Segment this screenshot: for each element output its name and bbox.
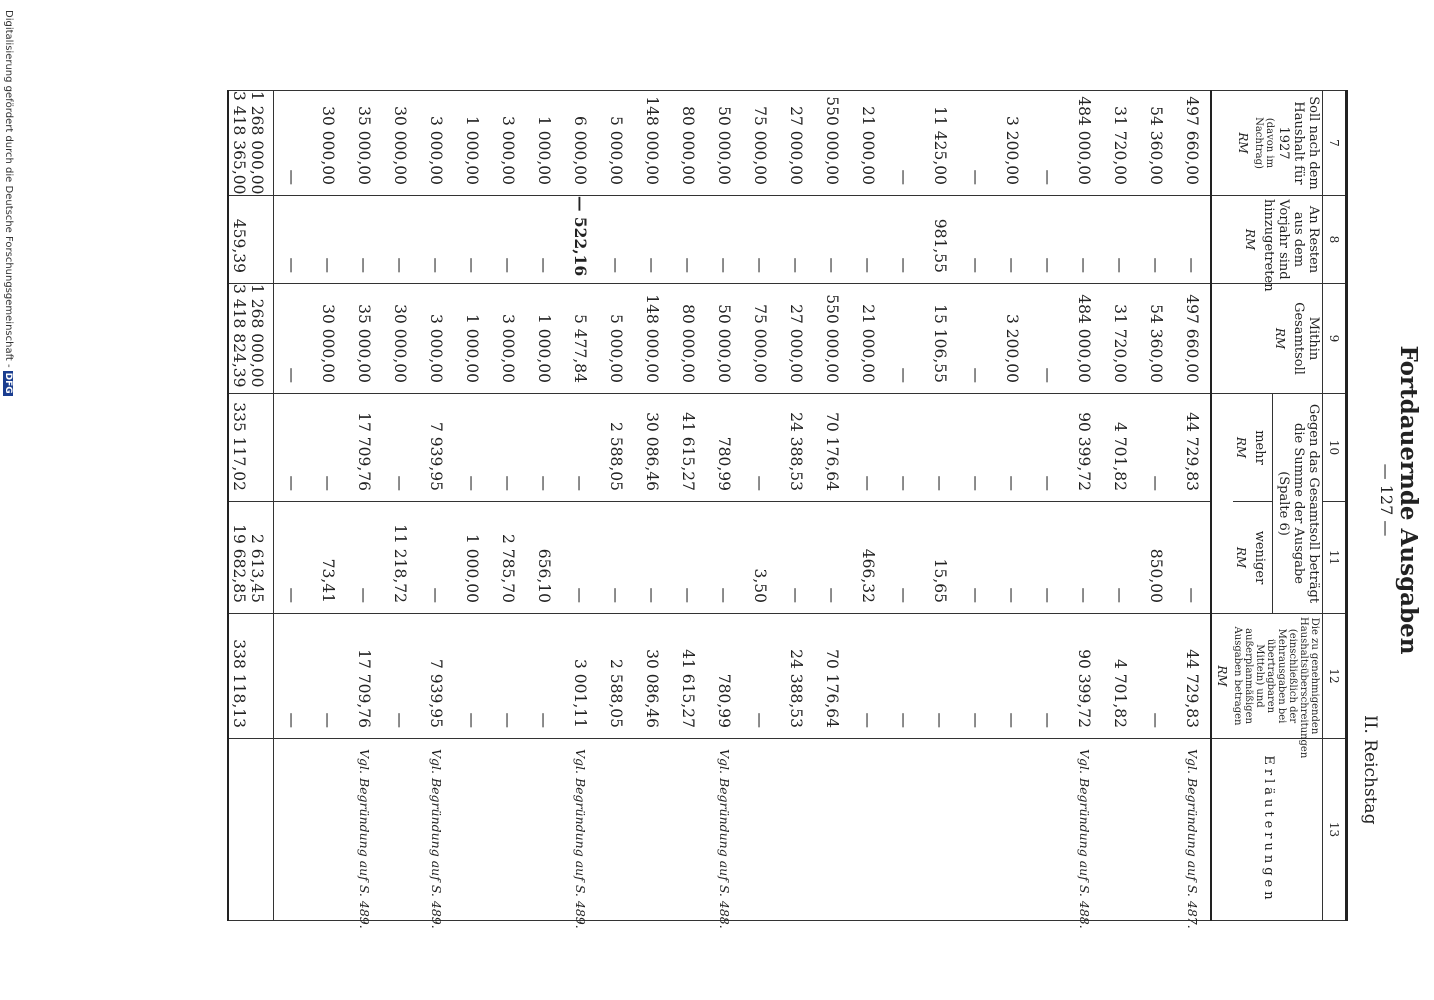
cell-c10: 44 729,83 (1174, 394, 1211, 502)
cell-c12: 17 709,76 (346, 614, 382, 739)
cell-c11: 850,00 (1138, 502, 1174, 614)
cell-c7: 5 000,00 (598, 91, 634, 196)
table-row (1102, 91, 1138, 921)
table-row (1030, 91, 1066, 921)
header-mehr (1233, 394, 1272, 502)
cell-c7: 30 000,00 (382, 91, 418, 196)
cell-c9: 54 360,00 (1138, 284, 1174, 394)
cell-c7: 80 000,00 (670, 91, 706, 196)
cell-c10: — (886, 394, 922, 502)
cell-c13: Vgl. Begründung auf S. 488. (706, 739, 742, 921)
cell-c10: 7 939,95 (418, 394, 454, 502)
cell-c12: — (310, 614, 346, 739)
cell-c8: — (346, 196, 382, 284)
cell-c10: — (742, 394, 778, 502)
cell-c7: 11 425,00 (922, 91, 958, 196)
table-row (1174, 91, 1211, 921)
cell-c7: 1 000,00 (454, 91, 490, 196)
table-row (742, 91, 778, 921)
cell-c9: — (274, 284, 311, 394)
cell-c8: — (490, 196, 526, 284)
cell-c10: — (526, 394, 562, 502)
cell-c8: — (1030, 196, 1066, 284)
cell-c12: 7 939,95 (418, 614, 454, 739)
table-row (994, 91, 1030, 921)
cell-c9: 3 000,00 (490, 284, 526, 394)
cell-c9: — (958, 284, 994, 394)
column-number: 8 (1323, 196, 1347, 284)
total-cell-c12 (228, 614, 274, 739)
cell-c11: 2 785,70 (490, 502, 526, 614)
cell-c9: 497 660,00 (1174, 284, 1211, 394)
cell-c12: 780,99 (706, 614, 742, 739)
cell-c7: — (958, 91, 994, 196)
header-soll (1211, 91, 1322, 196)
column-number: 12 (1323, 614, 1347, 739)
cell-c11: 656,10 (526, 502, 562, 614)
header-weniger-label: weniger (1252, 530, 1268, 585)
cell-c11: 15,65 (922, 502, 958, 614)
cell-c11: 73,41 (310, 502, 346, 614)
cell-c12: — (1138, 614, 1174, 739)
cell-c9: 75 000,00 (742, 284, 778, 394)
header-soll-note: (davon im Nachtrag) (1253, 117, 1276, 169)
cell-c10: — (1138, 394, 1174, 502)
cell-c9: 550 000,00 (814, 284, 850, 394)
cell-c12: — (274, 614, 311, 739)
cell-c12: 70 176,64 (814, 614, 850, 739)
cell-c13: Vgl. Begründung auf S. 489. (346, 739, 382, 921)
page-subtitle: II. Reichstag (1360, 715, 1380, 825)
column-header-row (1211, 91, 1322, 921)
cell-c11: — (562, 502, 598, 614)
cell-c13: Vgl. Begründung auf S. 487. (1174, 739, 1211, 921)
cell-c11: — (634, 502, 670, 614)
cell-c13 (1138, 739, 1174, 921)
cell-c7: 3 000,00 (418, 91, 454, 196)
total-value: 3 418 824,39 (229, 284, 248, 388)
table-row (1066, 91, 1102, 921)
table-row (274, 91, 311, 921)
cell-c9: 35 000,00 (346, 284, 382, 394)
cell-c12: 24 388,53 (778, 614, 814, 739)
header-weniger (1233, 502, 1272, 613)
cell-c10: 41 615,27 (670, 394, 706, 502)
cell-c11: — (1102, 502, 1138, 614)
column-number: 11 (1323, 502, 1347, 614)
cell-c12: — (922, 614, 958, 739)
table-row (418, 91, 454, 921)
cell-c10: — (382, 394, 418, 502)
cell-c11: 3,50 (742, 502, 778, 614)
cell-c10: — (454, 394, 490, 502)
total-value: 1 268 000,00 (248, 91, 267, 195)
column-number: 9 (1323, 284, 1347, 394)
table-row (958, 91, 994, 921)
total-value: 459,39 (229, 218, 248, 273)
column-number: 7 (1323, 91, 1347, 196)
cell-c13 (490, 739, 526, 921)
cell-c12: — (886, 614, 922, 739)
cell-c8: — (598, 196, 634, 284)
cell-c13 (742, 739, 778, 921)
cell-c10: — (1030, 394, 1066, 502)
cell-c13 (454, 739, 490, 921)
cell-c11: — (706, 502, 742, 614)
cell-c11: — (958, 502, 994, 614)
cell-c10: 17 709,76 (346, 394, 382, 502)
cell-c8: — (886, 196, 922, 284)
cell-c8: — (1174, 196, 1211, 284)
total-value: 338 118,13 (229, 639, 248, 728)
cell-c13 (814, 739, 850, 921)
cell-c11: — (346, 502, 382, 614)
table-row (490, 91, 526, 921)
cell-c9: 3 200,00 (994, 284, 1030, 394)
table-row (310, 91, 346, 921)
cell-c9: 3 000,00 (418, 284, 454, 394)
cell-c7: 54 360,00 (1138, 91, 1174, 196)
cell-c7: 1 000,00 (526, 91, 562, 196)
header-gesamtsoll-label: Mithin Gesamtsoll (1291, 302, 1321, 375)
cell-c13 (1102, 739, 1138, 921)
cell-c10: 30 086,46 (634, 394, 670, 502)
cell-c13 (526, 739, 562, 921)
cell-c9: 1 000,00 (454, 284, 490, 394)
cell-c13 (994, 739, 1030, 921)
table-body (228, 91, 1211, 929)
cell-c13 (382, 739, 418, 921)
cell-c10: — (922, 394, 958, 502)
cell-c10: — (310, 394, 346, 502)
page-number: — 127 — (1377, 463, 1396, 537)
unit-label: RM (1243, 228, 1258, 251)
table-row (562, 91, 598, 921)
cell-c7: 27 000,00 (778, 91, 814, 196)
cell-c11: — (1174, 502, 1211, 614)
table-row (1138, 91, 1174, 921)
table-row (598, 91, 634, 921)
cell-c11: — (1066, 502, 1102, 614)
cell-c12: 3 001,11 (562, 614, 598, 739)
cell-c7: 21 000,00 (850, 91, 886, 196)
cell-c13 (850, 739, 886, 921)
cell-c9: 148 000,00 (634, 284, 670, 394)
cell-c12: — (1030, 614, 1066, 739)
cell-c7: — (274, 91, 311, 196)
cell-c7: 31 720,00 (1102, 91, 1138, 196)
cell-c9: 5 000,00 (598, 284, 634, 394)
cell-c12: — (850, 614, 886, 739)
cell-c13 (958, 739, 994, 921)
cell-c10: — (850, 394, 886, 502)
footer-text: Digitalisierung gefördert durch die Deutsche Forschungsgemeinschaft - (3, 10, 14, 368)
cell-c12: — (382, 614, 418, 739)
cell-c12: — (742, 614, 778, 739)
cell-c8: — (526, 196, 562, 284)
cell-c12: 90 399,72 (1066, 614, 1102, 739)
cell-c7: — (1030, 91, 1066, 196)
cell-c11: — (814, 502, 850, 614)
cell-c10: — (562, 394, 598, 502)
cell-c9: 5 477,84 (562, 284, 598, 394)
unit-label: RM (1215, 665, 1229, 687)
table-row (526, 91, 562, 921)
unit-label: RM (1236, 132, 1251, 154)
table-row (814, 91, 850, 921)
cell-c10: 4 701,82 (1102, 394, 1138, 502)
cell-c12: 44 729,83 (1174, 614, 1211, 739)
cell-c10: — (994, 394, 1030, 502)
total-value: 1 268 000,00 (248, 284, 267, 388)
cell-c8: — (1066, 196, 1102, 284)
table-row (454, 91, 490, 921)
cell-c12: 4 701,82 (1102, 614, 1138, 739)
table-row (382, 91, 418, 921)
cell-c7: — (886, 91, 922, 196)
cell-c9: — (886, 284, 922, 394)
cell-c10: 90 399,72 (1066, 394, 1102, 502)
total-cell-c10 (228, 394, 274, 502)
cell-c13 (274, 739, 311, 921)
cell-c7: 3 200,00 (994, 91, 1030, 196)
page-title: Fortdauernde Ausgaben (1395, 345, 1422, 655)
cell-c12: 30 086,46 (634, 614, 670, 739)
cell-c9: 80 000,00 (670, 284, 706, 394)
cell-c10: — (490, 394, 526, 502)
cell-c9: 21 000,00 (850, 284, 886, 394)
totals-row (228, 91, 274, 921)
cell-c8: — (454, 196, 490, 284)
cell-c7: 75 000,00 (742, 91, 778, 196)
cell-c7: 30 000,00 (310, 91, 346, 196)
cell-c8: — (1102, 196, 1138, 284)
unit-label: RM (1273, 327, 1288, 350)
cell-c13 (598, 739, 634, 921)
total-value: 3 418 365,00 (229, 91, 248, 195)
cell-c8: — (670, 196, 706, 284)
table-row (634, 91, 670, 921)
cell-c12: 2 588,05 (598, 614, 634, 739)
column-number: 10 (1323, 394, 1347, 502)
unit-label: RM (1234, 546, 1249, 569)
table-row (922, 91, 958, 921)
cell-c12: 41 615,27 (670, 614, 706, 739)
cell-c9: — (1030, 284, 1066, 394)
cell-c13 (886, 739, 922, 921)
cell-c13: Vgl. Begründung auf S. 488. (1066, 739, 1102, 921)
cell-c11: — (994, 502, 1030, 614)
header-mehr-label: mehr (1252, 430, 1268, 465)
column-number-row (1323, 91, 1347, 921)
table-row (706, 91, 742, 921)
cell-c12: — (490, 614, 526, 739)
table-row (886, 91, 922, 921)
header-ueberschreitungen (1211, 614, 1322, 759)
cell-c10: — (274, 394, 311, 502)
table-row (778, 91, 814, 921)
header-gegen-label: Gegen das Gesamtsoll beträgt die Summe der Ausgabe (Spalte 6) (1272, 394, 1322, 613)
cell-c7: 148 000,00 (634, 91, 670, 196)
header-gegen-gesamtsoll (1211, 394, 1322, 614)
cell-c11: 11 218,72 (382, 502, 418, 614)
cell-c10: 780,99 (706, 394, 742, 502)
cell-c8: — (1138, 196, 1174, 284)
cell-c8: — (274, 196, 311, 284)
cell-c9: 15 106,55 (922, 284, 958, 394)
cell-c13: Vgl. Begründung auf S. 489. (418, 739, 454, 921)
column-number: 13 (1323, 739, 1347, 921)
cell-c7: 50 000,00 (706, 91, 742, 196)
cell-c10: 70 176,64 (814, 394, 850, 502)
cell-c11: — (1030, 502, 1066, 614)
cell-c13 (310, 739, 346, 921)
cell-c13 (634, 739, 670, 921)
footer-credit (3, 10, 14, 396)
cell-c7: 6 000,00 (562, 91, 598, 196)
table-row (346, 91, 382, 921)
cell-c11: — (274, 502, 311, 614)
cell-c8: — (742, 196, 778, 284)
total-cell-c7 (228, 91, 274, 196)
cell-c7: 497 660,00 (1174, 91, 1211, 196)
total-cell-c13 (228, 739, 274, 921)
cell-c9: 30 000,00 (382, 284, 418, 394)
total-cell-c9 (228, 284, 274, 394)
cell-c9: 1 000,00 (526, 284, 562, 394)
cell-c9: 30 000,00 (310, 284, 346, 394)
header-erlaeuterungen-label: Erläuterungen (1260, 755, 1276, 904)
cell-c12: — (526, 614, 562, 739)
cell-c11: — (670, 502, 706, 614)
cell-c9: 31 720,00 (1102, 284, 1138, 394)
header-reste (1211, 196, 1322, 292)
cell-c8: — 522,16 (562, 196, 598, 284)
header-reste-label: An Resten aus dem Vorjahr sind hinzugetreten (1261, 199, 1321, 292)
cell-c8: — (850, 196, 886, 284)
cell-c7: 3 000,00 (490, 91, 526, 196)
cell-c13 (778, 739, 814, 921)
header-erlaeuterungen (1211, 739, 1322, 921)
total-cell-c8 (228, 196, 274, 284)
cell-c11: — (418, 502, 454, 614)
total-value: 2 613,45 (248, 533, 267, 603)
cell-c7: 484 000,00 (1066, 91, 1102, 196)
cell-c9: 27 000,00 (778, 284, 814, 394)
cell-c8: — (994, 196, 1030, 284)
header-soll-label: Soll nach dem Haushalt für 1927 (1276, 96, 1321, 190)
cell-c11: — (886, 502, 922, 614)
cell-c12: — (994, 614, 1030, 739)
cell-c9: 484 000,00 (1066, 284, 1102, 394)
header-ueberschreitungen-label: Die zu genehmigenden Haushaltsüberschreitungen (einschließlich der Mehrausgaben bei übertragbaren Mitteln) und außerplanmäßigen Ausgaben betragen (1232, 617, 1320, 759)
total-cell-c11 (228, 502, 274, 614)
cell-c11: — (778, 502, 814, 614)
table-row (850, 91, 886, 921)
cell-c8: — (814, 196, 850, 284)
cell-c13 (670, 739, 706, 921)
cell-c13 (1030, 739, 1066, 921)
budget-table (227, 90, 1348, 929)
cell-c11: 466,32 (850, 502, 886, 614)
cell-c8: — (310, 196, 346, 284)
cell-c12: — (958, 614, 994, 739)
cell-c8: — (778, 196, 814, 284)
cell-c9: 50 000,00 (706, 284, 742, 394)
cell-c8: 981,55 (922, 196, 958, 284)
cell-c13 (922, 739, 958, 921)
dfg-logo: DFG (3, 372, 13, 394)
cell-c8: — (634, 196, 670, 284)
total-value: 335 117,02 (229, 402, 248, 491)
total-value: 19 682,85 (229, 524, 248, 603)
cell-c8: — (418, 196, 454, 284)
cell-c11: — (598, 502, 634, 614)
cell-c12: — (454, 614, 490, 739)
cell-c10: 24 388,53 (778, 394, 814, 502)
cell-c10: — (958, 394, 994, 502)
cell-c11: 1 000,00 (454, 502, 490, 614)
cell-c8: — (382, 196, 418, 284)
cell-c13: Vgl. Begründung auf S. 489. (562, 739, 598, 921)
header-gesamtsoll (1211, 284, 1322, 394)
cell-c8: — (706, 196, 742, 284)
cell-c10: 2 588,05 (598, 394, 634, 502)
cell-c7: 35 000,00 (346, 91, 382, 196)
cell-c7: 550 000,00 (814, 91, 850, 196)
cell-c8: — (958, 196, 994, 284)
unit-label: RM (1234, 436, 1249, 459)
table-row (670, 91, 706, 921)
